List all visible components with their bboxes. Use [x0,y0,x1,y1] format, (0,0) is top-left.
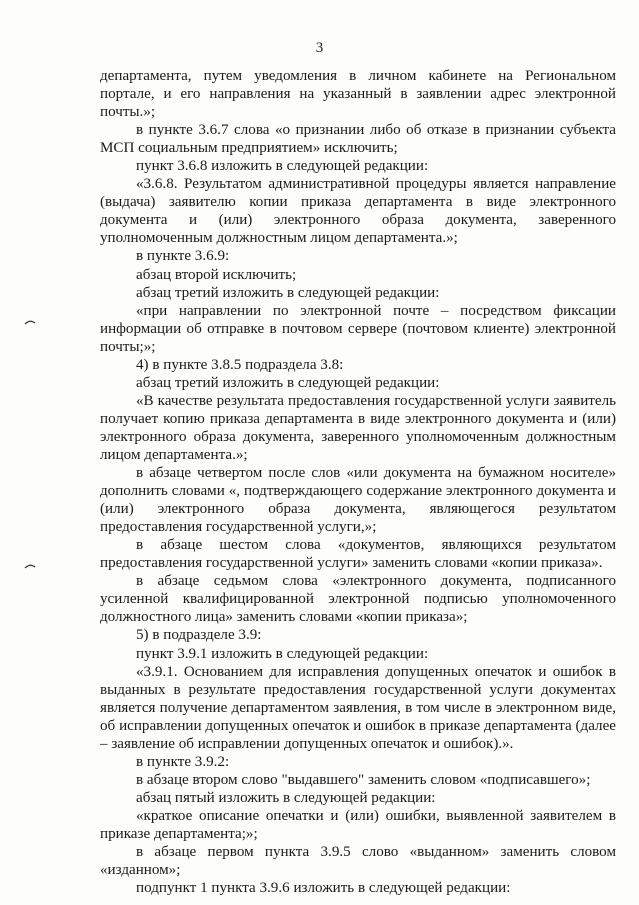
paragraph: в пункте 3.9.2: [136,753,230,770]
paragraph: пункт 3.9.1 изложить в следующей редакции: [136,645,429,662]
paragraph: в пункте 3.6.7 слова «о признании либо об отказе в признании субъекта МСП социальным предприятием» исключить; [100,122,616,157]
paragraph: «краткое описание опечатки и (или) ошибки, выявленной заявителем в приказе департамента;»; [100,807,616,842]
paragraph: пункт 3.6.8 изложить в следующей редакции: [136,158,429,175]
paragraph: абзац третий изложить в следующей редакции: [136,284,440,301]
paragraph: департамента, путем уведомления в личном кабинете на Региональном портале, и его направления на указанный в заявлении адрес электронной почты.»; [100,68,616,121]
paragraph: абзац пятый изложить в следующей редакции: [136,789,436,806]
paragraph: в абзаце четвертом после слов «или документа на бумажном носителе» дополнить словами «, подтверждающего содержание электронного документа и (или) электронного образа документа, являющегося результатом предоставления государственной услуги,»; [100,465,616,536]
paragraph: 4) в пункте 3.8.5 подраздела 3.8: [136,356,344,373]
paragraph: абзац второй исключить; [136,266,297,283]
paragraph: в пункте 3.6.9: [136,248,230,265]
paragraph: «3.9.1. Основанием для исправления допущенных опечаток и ошибок в выданных в результате предоставления государственной услуги документах является получение департаментом заявления, в том числе в электронном виде, об исправлении допущенных опечаток и ошибок в приказе департамента (далее – заявление об исправлении допущенных опечаток и ошибок).». [100,663,616,752]
paragraph: «3.6.8. Результатом административной процедуры является направление (выдача) заявителю копии приказа департамента в виде электронного документа и (или) электронного образа документа, заверенного уполномоченным должностным лицом департамента.»; [100,176,616,247]
paragraph: 5) в подразделе 3.9: [136,627,262,644]
paragraph: подпункт 1 пункта 3.9.6 изложить в следующей редакции: [136,880,511,897]
page-number: 3 [315,40,324,56]
margin-mark-icon [24,318,36,326]
paragraph: в абзаце втором слово "выдавшего" заменить словом «подписавшего»; [136,771,591,788]
paragraph: в абзаце первом пункта 3.9.5 слово «выданном» заменить словом «изданном»; [100,844,616,879]
paragraph: абзац третий изложить в следующей редакции: [136,374,440,391]
margin-mark-icon [24,562,36,570]
paragraph: в абзаце шестом слова «документов, являющихся результатом предоставления государственной услуги» заменить словами «копии приказа». [100,537,616,572]
paragraph: «при направлении по электронной почте – посредством фиксации информации об отправке в почтовом сервере (почтовом клиенте) электронной почты;»; [100,302,616,355]
paragraph: в абзаце седьмом слова «электронного документа, подписанного усиленной квалифицированной электронной подписью уполномоченного должностного лица» заменить словами «копии приказа»; [100,573,616,626]
paragraph: «В качестве результата предоставления государственной услуги заявитель получает копию приказа департамента в виде электронного документа и (или) электронного образа документа, заверенного уполномоченным должностным лицом департамента.»; [100,392,616,463]
document-body [100,67,616,897]
